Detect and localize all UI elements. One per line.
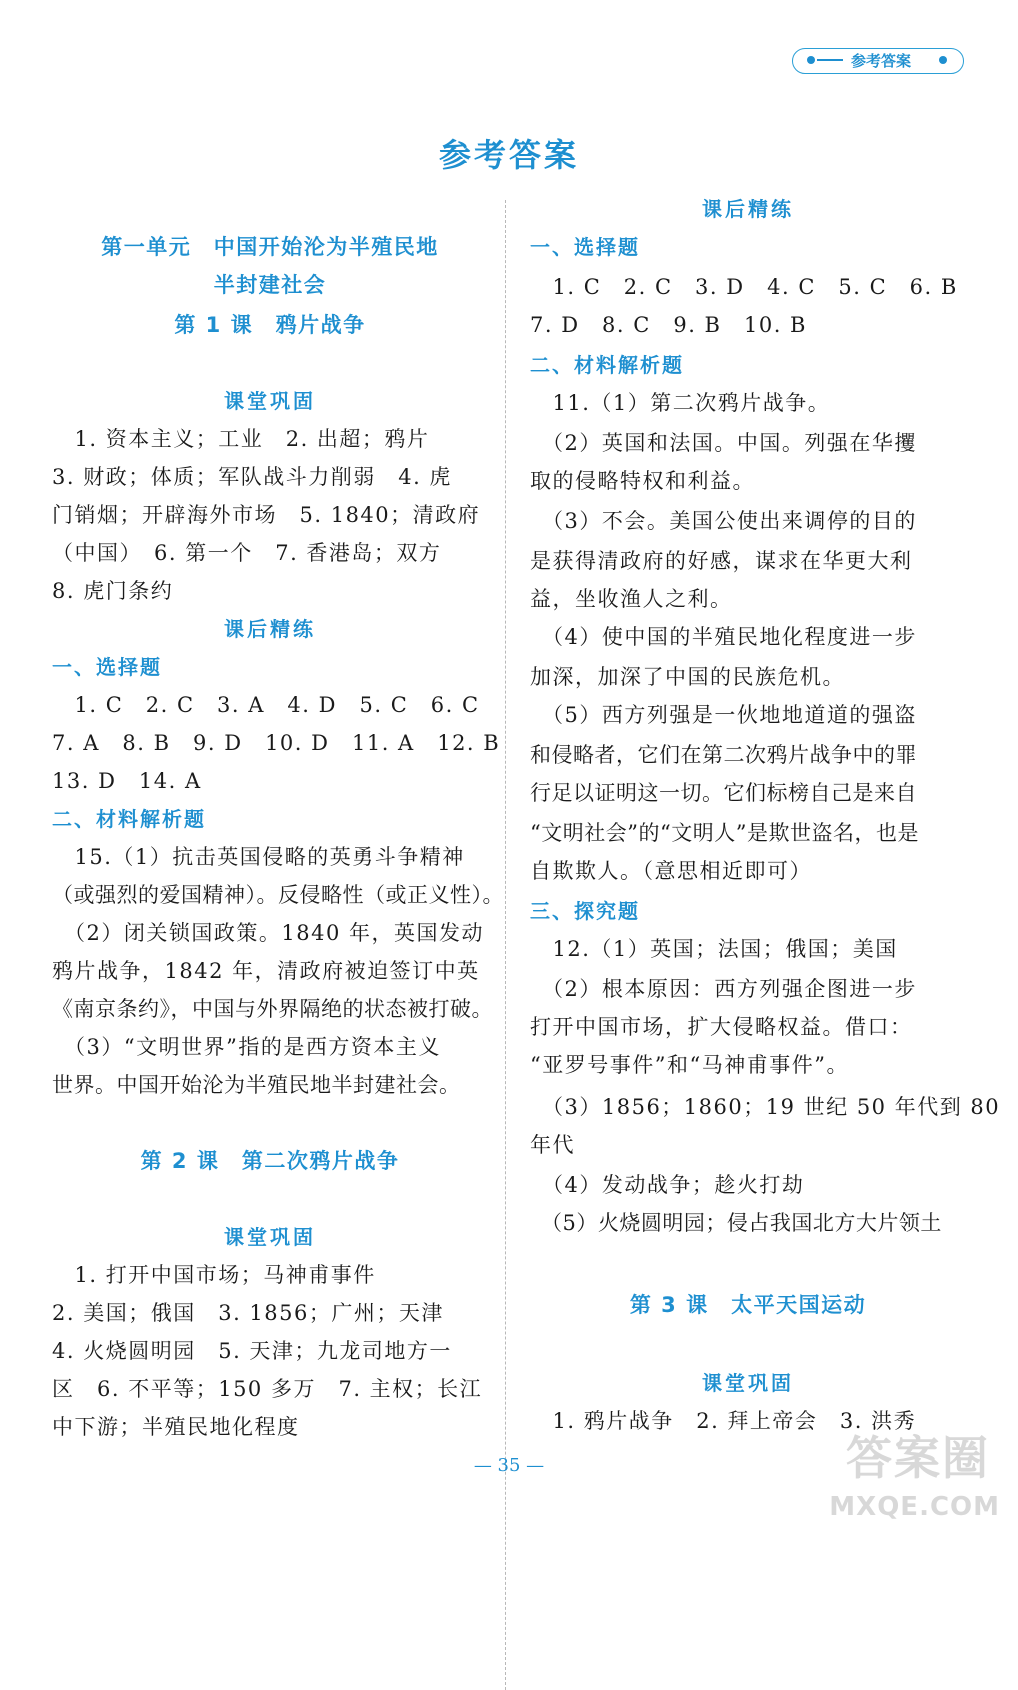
unit-title-line1: 第一单元 中国开始沦为半殖民地 <box>101 235 439 259</box>
answer-line: 15.（1）抗击英国侵略的英勇斗争精神 <box>52 845 465 869</box>
answer-line: （中国） 6. 第一个 7. 香港岛；双方 <box>52 541 442 565</box>
badge-dot-right <box>939 56 947 64</box>
lesson-1-kehou-heading: 课后精练 <box>224 617 316 641</box>
watermark-logo <box>810 1422 1000 1522</box>
lesson-3-title: 第 3 课 太平天国运动 <box>629 1293 867 1317</box>
lesson-2-kehou-heading: 课后精练 <box>702 197 794 221</box>
unit-title-line2: 半封建社会 <box>213 273 327 297</box>
answer-line: 取的侵略特权和利益。 <box>530 469 755 493</box>
watermark-text: 答案圈 <box>846 1431 990 1485</box>
answer-line: 区 6. 不平等；150 多万 7. 主权；长江 <box>52 1377 483 1401</box>
answer-line: 中下游；半殖民地化程度 <box>52 1415 300 1439</box>
answer-line: （3）1856；1860；19 世纪 50 年代到 80 <box>530 1095 1001 1119</box>
choice-section-heading: 一、选择题 <box>52 655 162 679</box>
badge-line-left <box>817 59 843 61</box>
answer-line: （或强烈的爱国精神）。反侵略性（或正义性）。 <box>52 883 504 907</box>
answer-line: 11.（1）第二次鸦片战争。 <box>530 391 831 415</box>
watermark-url: MXQE.COM <box>829 1492 1000 1522</box>
answer-line: 1. C 2. C 3. A 4. D 5. C 6. C <box>52 693 480 717</box>
answer-line: 12.（1）英国；法国；俄国；美国 <box>530 937 898 961</box>
answer-line: 世界。中国开始沦为半殖民地半封建社会。 <box>52 1073 461 1097</box>
answer-line: （2）英国和法国。中国。列强在华攫 <box>530 431 917 455</box>
answer-line: （5）火烧圆明园；侵占我国北方大片领土 <box>530 1211 942 1235</box>
answer-line: 8. 虎门条约 <box>52 579 174 603</box>
answer-line: 益，坐收渔人之利。 <box>530 587 733 611</box>
answer-line: “文明社会”的“文明人”是欺世盗名，也是 <box>530 821 919 845</box>
header-badge <box>792 48 964 74</box>
explore-section-heading: 三、探究题 <box>530 899 640 923</box>
answer-line: 鸦片战争，1842 年，清政府被迫签订中英 <box>52 959 480 983</box>
answer-line: “亚罗号事件”和“马神甫事件”。 <box>530 1053 849 1077</box>
answer-line: （2）根本原因：西方列强企图进一步 <box>530 977 917 1001</box>
answer-line: （4）发动战争；趁火打劫 <box>530 1173 805 1197</box>
answer-line: 3. 财政；体质；军队战斗力削弱 4. 虎 <box>52 465 452 489</box>
answer-line: （3）不会。美国公使出来调停的目的 <box>530 509 917 533</box>
answer-line: 4. 火烧圆明园 5. 天津；九龙司地方一 <box>52 1339 452 1363</box>
answer-line: 13. D 14. A <box>52 769 202 793</box>
answer-line: 1. 鸦片战争 2. 拜上帝会 3. 洪秀 <box>530 1409 917 1433</box>
answer-line: （2）闭关锁国政策。1840 年，英国发动 <box>52 921 484 945</box>
lesson-2-ketang-heading: 课堂巩固 <box>224 1225 316 1249</box>
answer-line: 7. A 8. B 9. D 10. D 11. A 12. B <box>52 731 501 755</box>
answer-line: 是获得清政府的好感，谋求在华更大利 <box>530 549 913 573</box>
answer-line: （5）西方列强是一伙地地道道的强盗 <box>530 703 917 727</box>
lesson-2-title: 第 2 课 第二次鸦片战争 <box>140 1149 400 1173</box>
badge-text: 参考答案 <box>851 52 912 70</box>
page-title: 参考答案 <box>438 136 579 174</box>
answer-line: （3）“文明世界”指的是西方资本主义 <box>52 1035 441 1059</box>
choice-section-heading: 一、选择题 <box>530 235 640 259</box>
answer-line: 1. 打开中国市场；马神甫事件 <box>52 1263 376 1287</box>
answer-line: 年代 <box>530 1133 575 1157</box>
answer-line: 2. 美国；俄国 3. 1856；广州；天津 <box>52 1301 444 1325</box>
lesson-1-title: 第 1 课 鸦片战争 <box>174 313 366 337</box>
material-section-heading: 二、材料解析题 <box>52 807 206 831</box>
badge-dot-left <box>807 56 815 64</box>
answer-line: 加深，加深了中国的民族危机。 <box>530 665 845 689</box>
answer-line: 自欺欺人。（意思相近即可） <box>530 859 812 883</box>
answer-line: 1. C 2. C 3. D 4. C 5. C 6. B <box>530 275 958 299</box>
page-number: — 35 — <box>473 1455 545 1476</box>
answer-line: 打开中国市场，扩大侵略权益。借口： <box>530 1015 913 1039</box>
answer-line: （4）使中国的半殖民地化程度进一步 <box>530 625 917 649</box>
answer-line: 1. 资本主义；工业 2. 出超；鸦片 <box>52 427 430 451</box>
lesson-3-ketang-heading: 课堂巩固 <box>702 1371 794 1395</box>
answer-line: 行足以证明这一切。它们标榜自己是来自 <box>530 781 917 805</box>
answer-line: 7. D 8. C 9. B 10. B <box>530 313 807 337</box>
material-section-heading: 二、材料解析题 <box>530 353 684 377</box>
lesson-1-ketang-heading: 课堂巩固 <box>224 389 316 413</box>
answer-line: 《南京条约》，中国与外界隔绝的状态被打破。 <box>52 997 493 1021</box>
answer-line: 门销烟；开辟海外市场 5. 1840；清政府 <box>52 503 481 527</box>
answer-line: 和侵略者，它们在第二次鸦片战争中的罪 <box>530 743 917 767</box>
